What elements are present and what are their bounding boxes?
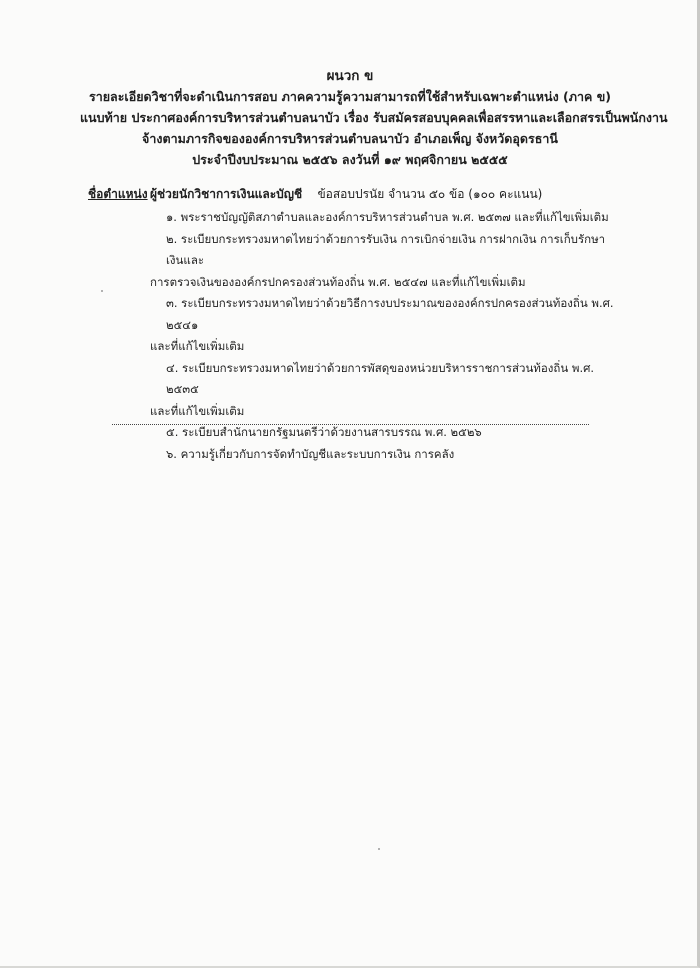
header-line-1: รายละเอียดวิชาที่จะดำเนินการสอบ ภาคความรู้ความสามารถที่ใช้สำหรับเฉพาะตำแหน่ง (ภาค ข) [89,89,611,104]
exam-info: ข้อสอบปรนัย จำนวน ๕๐ ข้อ (๑๐๐ คะแนน) [317,187,543,201]
list-item-text: ๔. ระเบียบกระทรวงมหาดไทยว่าด้วยการพัสดุของหน่วยบริหารราชการส่วนท้องถิ่น พ.ศ. ๒๕๓๕ [166,360,595,396]
list-item-text: ๓. ระเบียบกระทรวงมหาดไทยว่าด้วยวิธีการงบประมาณขององค์กรปกครองส่วนท้องถิ่น พ.ศ. ๒๕๔๑ [166,296,614,332]
header-line-4: ประจำปีงบประมาณ ๒๕๕๖ ลงวันที่ ๑๙ พฤศจิกายน ๒๕๕๕ [192,152,508,167]
list-item [150,207,615,229]
position-name: ผู้ช่วยนักวิชาการเงินและบัญชี [150,187,303,201]
list-item-continuation: และที่แก้ไขเพิ่มเติม [150,403,245,418]
appendix-title: ผนวก ข [326,68,374,84]
scan-speck [101,290,103,292]
list-item [150,422,615,444]
scan-speck [378,848,380,850]
list-item [150,358,615,423]
list-item [150,229,615,294]
position-label: ชื่อตำแหน่ง [88,187,148,201]
position-heading [150,185,542,204]
document-header [80,66,668,170]
header-line-2: แนบท้าย ประกาศองค์การบริหารส่วนตำบลนาบัว เรื่อง รับสมัครสอบบุคคลเพื่อสรรหาและเลือกสรรเป็นพนักงาน [80,110,668,125]
list-item-text: ๕. ระเบียบสำนักนายกรัฐมนตรีว่าด้วยงานสารบรรณ พ.ศ. ๒๕๒๖ [166,425,482,439]
list-item [150,293,615,358]
subject-list [150,207,615,465]
list-item-continuation: การตรวจเงินขององค์กรปกครองส่วนท้องถิ่น พ.ศ. ๒๕๔๗ และที่แก้ไขเพิ่มเติม [150,274,526,289]
list-item-text: ๑. พระราชบัญญัติสภาตำบลและองค์การบริหารส่วนตำบล พ.ศ. ๒๕๓๗ และที่แก้ไขเพิ่มเติม [166,210,609,224]
list-item-continuation: และที่แก้ไขเพิ่มเติม [150,339,245,353]
list-item [150,444,615,466]
dotted-divider [112,424,589,425]
list-item-text: ๒. ระเบียบกระทรวงมหาดไทยว่าด้วยการรับเงิน การเบิกจ่ายเงิน การฝากเงิน การเก็บรักษาเงินและ [166,231,606,267]
list-item-text: ๖. ความรู้เกี่ยวกับการจัดทำบัญชีและระบบการเงิน การคลัง [166,446,455,461]
header-line-3: จ้างตามภารกิจขององค์การบริหารส่วนตำบลนาบัว อำเภอเพ็ญ จังหวัดอุดรธานี [142,131,558,146]
